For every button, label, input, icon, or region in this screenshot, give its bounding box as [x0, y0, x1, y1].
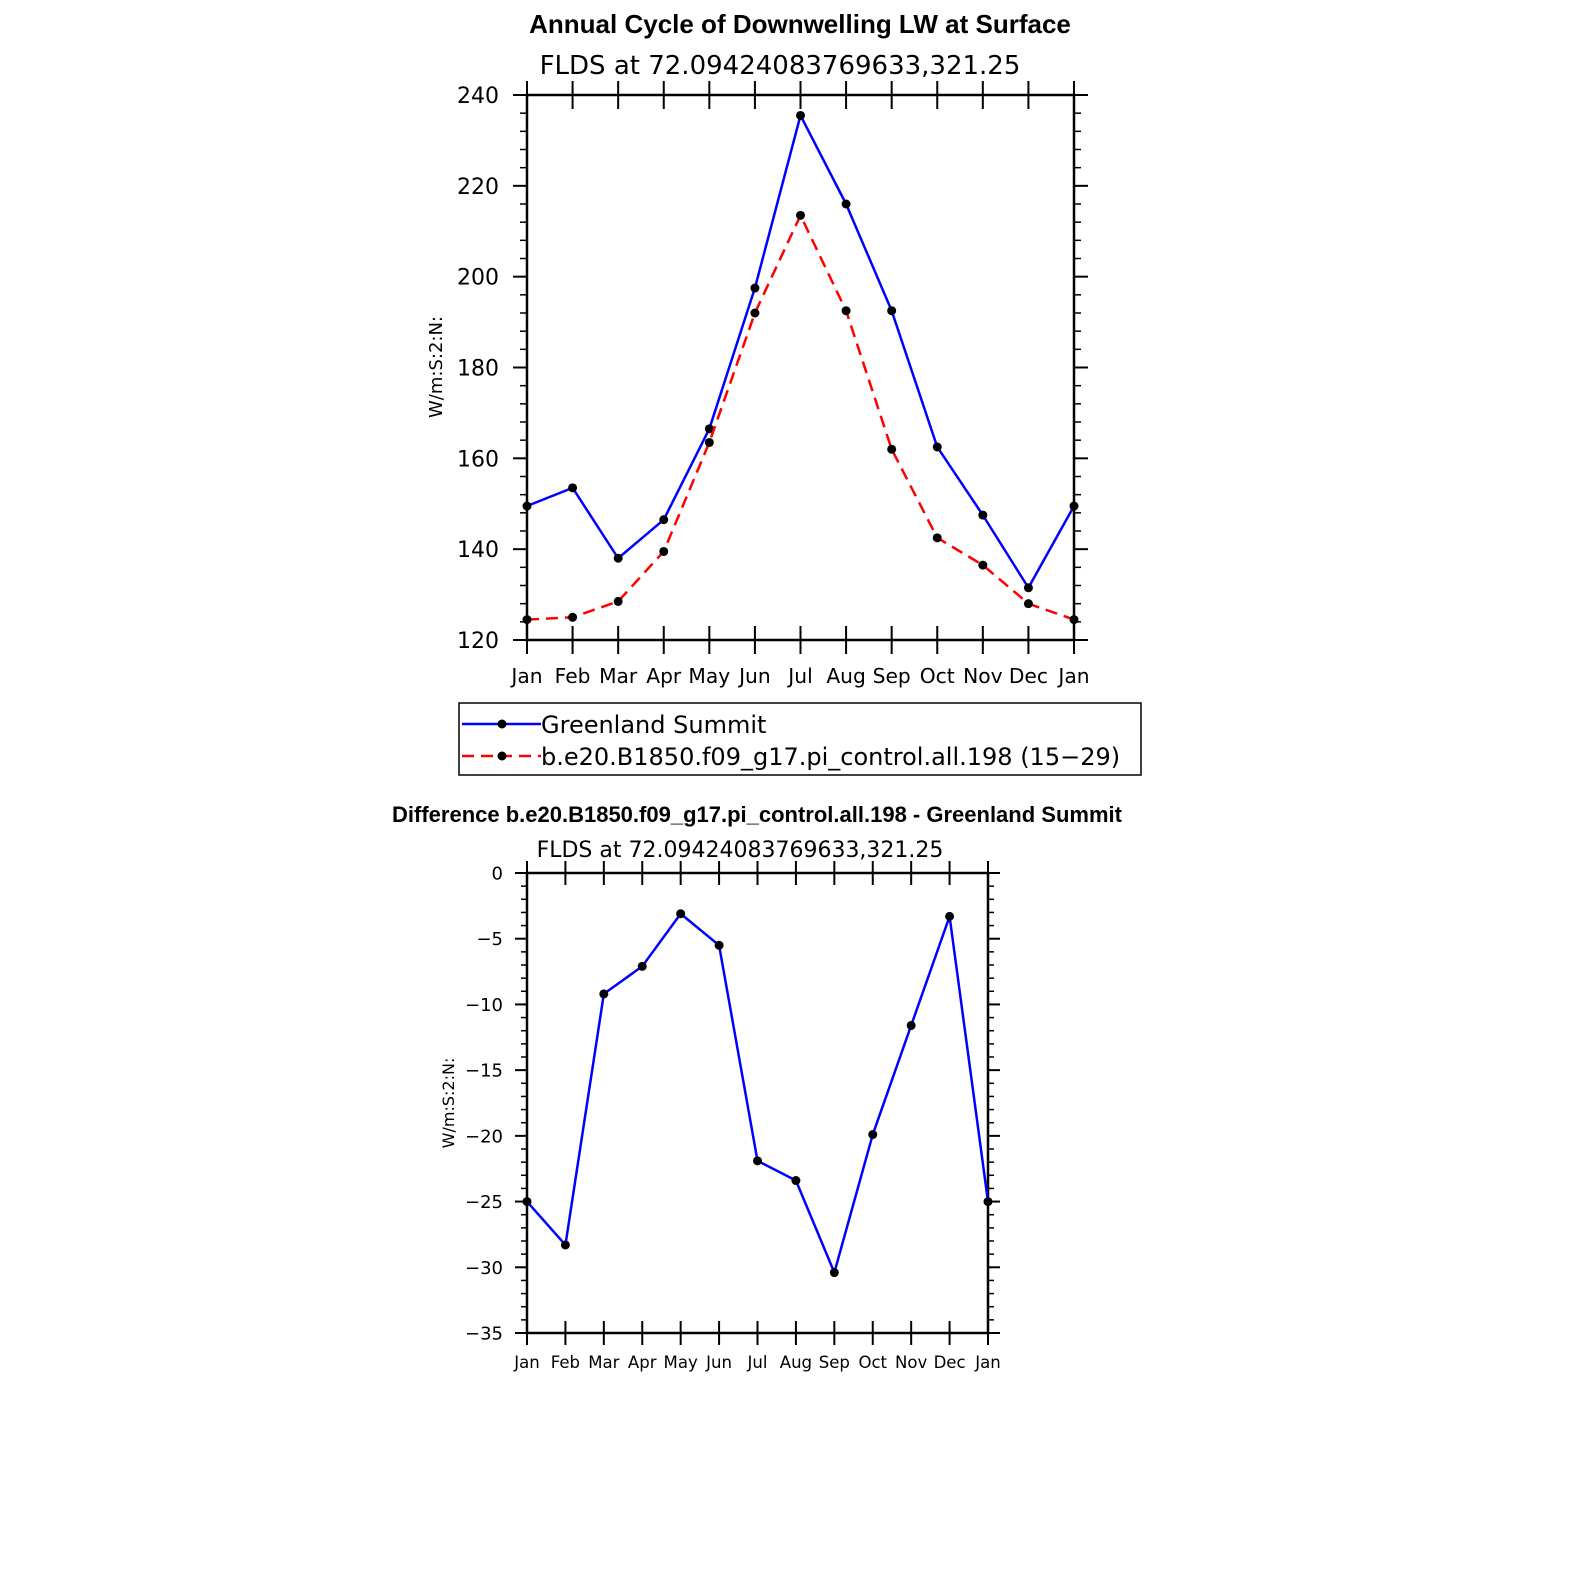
y-tick-label: −5 [476, 929, 503, 951]
x-axis [509, 81, 1089, 688]
x-tick-label: Aug [826, 664, 866, 688]
chart-subtitle: FLDS at 72.09424083769633,321.25 [539, 51, 1021, 81]
x-tick-label: Dec [1008, 664, 1048, 688]
data-point [750, 309, 759, 318]
data-point [868, 1130, 877, 1139]
data-point [561, 1240, 570, 1249]
y-tick-label: −25 [465, 1192, 503, 1214]
x-tick-label: Nov [963, 664, 1003, 688]
y-tick-label: 0 [491, 863, 503, 885]
x-tick-label: Apr [627, 1353, 657, 1372]
x-tick-label: Dec [933, 1353, 966, 1372]
y-tick-label: −30 [465, 1257, 503, 1279]
y-axis-label: W/m:S:2:N: [439, 1057, 458, 1149]
data-point [842, 200, 851, 209]
data-point [523, 502, 532, 511]
data-point [933, 442, 942, 451]
x-tick-label: Jul [788, 664, 813, 688]
x-tick-label: Jan [514, 1353, 540, 1372]
data-point [1024, 583, 1033, 592]
y-tick-label: 220 [457, 174, 499, 200]
y-axis [465, 863, 1000, 1344]
y-tick-label: 200 [457, 265, 499, 291]
data-point [1070, 502, 1079, 511]
x-tick-label: Apr [646, 664, 682, 688]
series-line-1 [527, 215, 1074, 619]
data-point [978, 511, 987, 520]
x-tick-label: Mar [599, 664, 638, 688]
y-tick-label: 240 [457, 83, 499, 109]
plot-border [527, 95, 1074, 640]
x-tick-label: Sep [872, 664, 911, 688]
data-point [978, 561, 987, 570]
x-tick-label: Feb [550, 1353, 581, 1372]
x-tick-label: Mar [588, 1353, 620, 1372]
y-tick-label: −20 [465, 1126, 503, 1148]
plot-series [523, 111, 1079, 624]
data-point [753, 1156, 762, 1165]
y-tick-label: −15 [465, 1060, 503, 1082]
x-tick-label: Jan [1058, 664, 1090, 688]
annual-cycle-chart [426, 9, 1141, 775]
x-tick-label: Oct [919, 664, 955, 688]
data-point [842, 306, 851, 315]
x-tick-label: May [663, 1353, 698, 1372]
x-tick-label: Jun [739, 664, 771, 688]
data-point [676, 909, 685, 918]
y-axis-label: W/m:S:2:N: [426, 316, 447, 418]
data-point [887, 445, 896, 454]
data-point [796, 211, 805, 220]
plot-series [523, 909, 993, 1277]
data-point [568, 483, 577, 492]
x-tick-label: May [688, 664, 731, 688]
difference-chart [392, 802, 1123, 1372]
y-tick-label: 180 [457, 356, 499, 382]
data-point [945, 912, 954, 921]
chart-subtitle: FLDS at 72.09424083769633,321.25 [536, 838, 944, 863]
series-line-0 [527, 914, 988, 1273]
series-line-0 [527, 115, 1074, 587]
data-point [638, 962, 647, 971]
x-tick-label: Jul [747, 1353, 768, 1372]
y-axis [457, 84, 1088, 654]
y-tick-label: −10 [465, 994, 503, 1016]
x-tick-label: Nov [895, 1353, 928, 1372]
legend-label-greenland-summit: Greenland Summit [541, 711, 767, 739]
y-tick-label: −35 [465, 1323, 503, 1345]
y-tick-label: 140 [457, 538, 499, 564]
chart-title: Annual Cycle of Downwelling LW at Surface [529, 9, 1071, 39]
data-point [933, 533, 942, 542]
chart-title: Difference b.e20.B1850.f09_g17.pi_control.all.198 - Greenland Summit [392, 802, 1122, 827]
x-tick-label: Feb [554, 664, 591, 688]
plot-frame [527, 95, 1074, 640]
legend-marker-pi-control [498, 752, 507, 761]
x-tick-label: Oct [858, 1353, 888, 1372]
data-point [568, 613, 577, 622]
data-point [984, 1197, 993, 1206]
y-tick-label: 120 [457, 628, 499, 654]
data-point [659, 547, 668, 556]
data-point [705, 438, 714, 447]
data-point [796, 111, 805, 120]
x-tick-label: Jan [975, 1353, 1001, 1372]
data-point [599, 989, 608, 998]
plot-frame [527, 873, 988, 1333]
x-axis [513, 861, 1001, 1372]
data-point [830, 1268, 839, 1277]
data-point [750, 284, 759, 293]
data-point [715, 941, 724, 950]
data-point [887, 306, 896, 315]
legend [459, 703, 1141, 775]
legend-label-pi-control: b.e20.B1850.f09_g17.pi_control.all.198 (15−29) [541, 743, 1121, 771]
x-tick-label: Jan [511, 664, 543, 688]
x-tick-label: Jun [706, 1353, 733, 1372]
data-point [659, 515, 668, 524]
data-point [523, 1197, 532, 1206]
data-point [614, 554, 623, 563]
legend-marker-greenland-summit [498, 720, 507, 729]
data-point [791, 1176, 800, 1185]
data-point [1070, 615, 1079, 624]
data-point [907, 1021, 916, 1030]
plot-border [527, 873, 988, 1333]
x-tick-label: Aug [779, 1353, 813, 1372]
data-point [1024, 599, 1033, 608]
data-point [614, 597, 623, 606]
data-point [523, 615, 532, 624]
x-tick-label: Sep [818, 1353, 850, 1372]
y-tick-label: 160 [457, 447, 499, 473]
